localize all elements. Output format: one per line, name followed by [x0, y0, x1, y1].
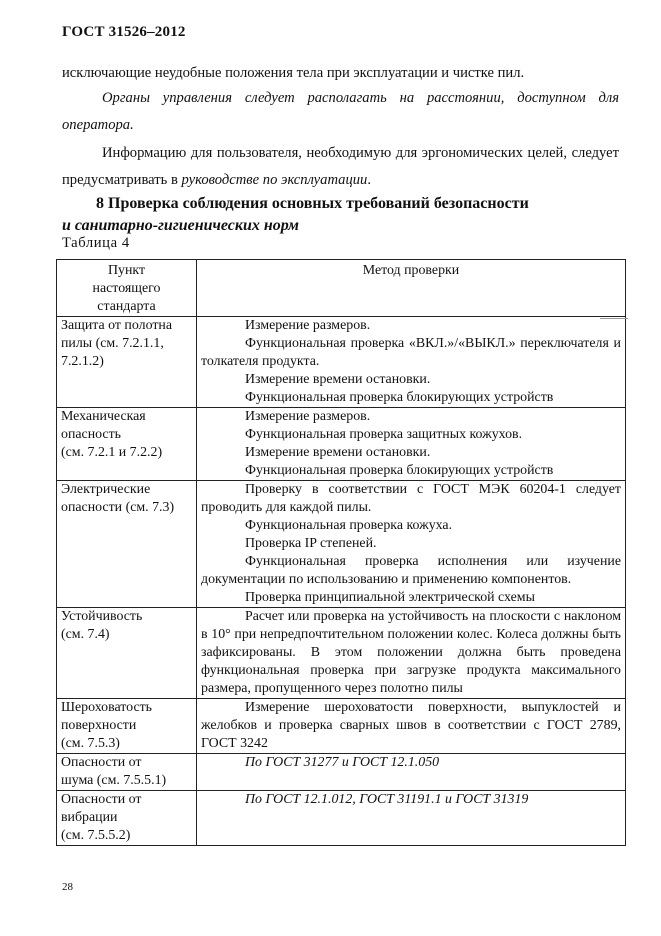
method-line: Расчет или проверка на устойчивость на плоскости с наклоном в 10° при непредпочтительном положении колес. Колеса должны быть зафиксированы. В этом положении должна быть проведена функциональная проверка при загрузке продукта максимального размера, пропущенного через полотно пилы — [201, 609, 621, 696]
method-cell — [197, 699, 626, 754]
clause-cell — [57, 699, 197, 754]
clause-cell — [57, 481, 197, 608]
clause-cell — [57, 754, 197, 791]
method-line: Измерение размеров. — [245, 318, 371, 333]
header-method — [197, 260, 626, 317]
clause-line: Механическая — [61, 409, 146, 424]
clause-line: вибрации — [61, 810, 118, 825]
clause-line: Шероховатость — [61, 700, 153, 715]
method-line: Измерение времени остановки. — [245, 372, 431, 387]
paragraph-3-end: . — [367, 172, 371, 188]
clause-line: (см. 7.5.3) — [61, 736, 120, 751]
header-clause-line: стандарта — [97, 299, 156, 314]
method-line: Проверка IP степеней. — [245, 536, 377, 551]
clause-line: (см. 7.4) — [61, 627, 110, 642]
table-row — [57, 791, 626, 846]
method-cell — [197, 481, 626, 608]
scan-artifact-line — [600, 318, 628, 319]
clause-line: Защита от полотна — [61, 318, 172, 333]
clause-line: 7.2.1.2) — [61, 354, 104, 369]
method-line: Функциональная проверка блокирующих устройств — [245, 463, 554, 478]
method-cell — [197, 791, 626, 846]
table-row — [57, 754, 626, 791]
method-cell — [197, 754, 626, 791]
method-line: Проверка принципиальной электрической схемы — [245, 590, 535, 605]
table-row — [57, 608, 626, 699]
clause-line: (см. 7.5.5.2) — [61, 828, 131, 843]
method-cell — [197, 408, 626, 481]
table-row — [57, 408, 626, 481]
method-line: Функциональная проверка «ВКЛ.»/«ВЫКЛ.» переключателя и толкателя продукта. — [201, 336, 621, 369]
header-clause-line: Пункт — [107, 263, 146, 278]
clause-line: Устойчивость — [61, 609, 143, 624]
header-method-text: Метод проверки — [362, 263, 460, 278]
clause-line: опасность — [61, 427, 122, 442]
section-heading — [62, 193, 619, 237]
table-row — [57, 699, 626, 754]
method-line-italic: По ГОСТ 31277 и ГОСТ 12.1.050 — [245, 755, 440, 770]
clause-cell — [57, 408, 197, 481]
clause-line: пилы (см. 7.2.1.1, — [61, 336, 164, 351]
clause-line: Электрические — [61, 482, 151, 497]
section-heading-line-2: и санитарно-гигиенических норм — [62, 217, 299, 234]
method-line: Проверку в соответствии с ГОСТ МЭК 60204-1 следует проводить для каждой пилы. — [201, 482, 621, 515]
method-line: Измерение шероховатости поверхности, выпуклостей и желобков и проверка сварных швов в соответствии с ГОСТ 2789, ГОСТ 3242 — [201, 700, 621, 751]
method-line-italic: По ГОСТ 12.1.012, ГОСТ 31191.1 и ГОСТ 31319 — [245, 792, 529, 807]
table-caption: Таблица 4 — [62, 235, 130, 251]
header-clause — [57, 260, 197, 317]
method-line: Функциональная проверка защитных кожухов. — [245, 427, 523, 442]
document-code: ГОСТ 31526–2012 — [62, 24, 186, 40]
clause-cell — [57, 608, 197, 699]
table-row — [57, 317, 626, 408]
paragraph-3-text: Информацию для пользователя, необходимую для эргономических целей, следует предусматривать в — [62, 145, 619, 188]
method-line: Функциональная проверка кожуха. — [245, 518, 453, 533]
clause-line: опасности (см. 7.3) — [61, 500, 175, 515]
method-line: Функциональная проверка блокирующих устройств — [245, 390, 554, 405]
verification-table — [56, 259, 626, 846]
clause-line: (см. 7.2.1 и 7.2.2) — [61, 445, 163, 460]
clause-line: поверхности — [61, 718, 137, 733]
paragraph-3 — [62, 140, 619, 194]
clause-line: Опасности от — [61, 755, 142, 770]
clause-line: шума (см. 7.5.5.1) — [61, 773, 167, 788]
method-line: Измерение размеров. — [245, 409, 371, 424]
method-cell — [197, 608, 626, 699]
page-number: 28 — [62, 881, 73, 893]
method-line: Функциональная проверка исполнения или изучение документации по использованию и применению компонентов. — [201, 554, 621, 587]
header-clause-line: настоящего — [92, 281, 161, 296]
method-line: Измерение времени остановки. — [245, 445, 431, 460]
paragraph-2: Органы управления следует располагать на расстоянии, доступном для оператора. — [62, 90, 619, 133]
method-cell — [197, 317, 626, 408]
clause-line: Опасности от — [61, 792, 142, 807]
paragraph-1: исключающие неудобные положения тела при эксплуатации и чистке пил. — [62, 65, 525, 81]
section-heading-line-1: 8 Проверка соблюдения основных требований безопасности — [96, 195, 529, 212]
clause-cell — [57, 317, 197, 408]
table-header-row — [57, 260, 626, 317]
clause-cell — [57, 791, 197, 846]
table-row — [57, 481, 626, 608]
paragraph-3-italic: руководстве по эксплуатации — [181, 172, 368, 188]
